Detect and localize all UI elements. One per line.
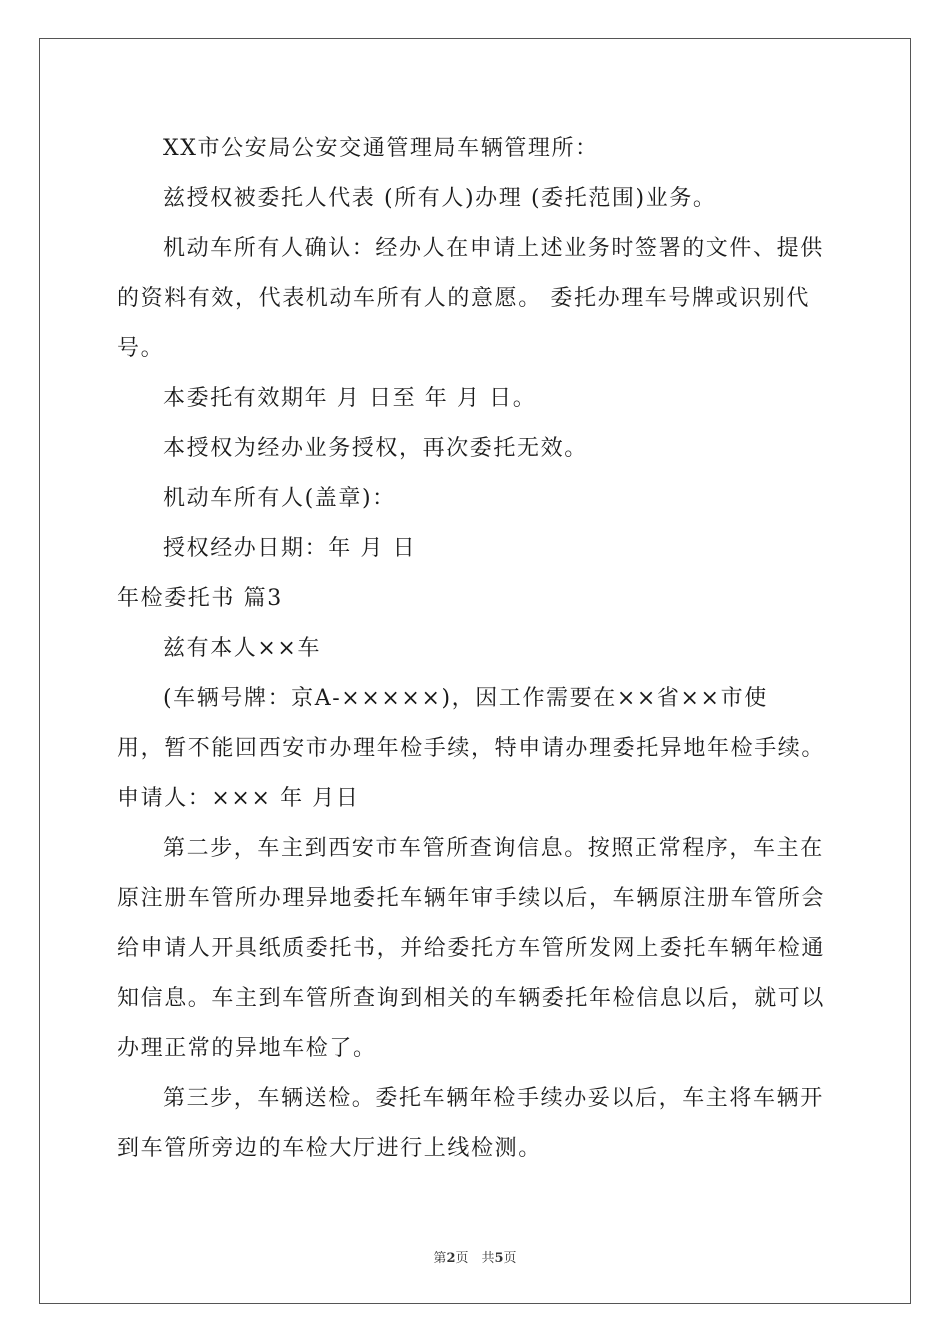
page-border bbox=[39, 38, 911, 1304]
text-line-owner-seal: 机动车所有人(盖章)： bbox=[163, 486, 396, 511]
text-line-reason: 用，暂不能回西安市办理年检手续，特申请办理委托异地年检手续。 bbox=[117, 736, 826, 761]
text-line-addressee: XX市公安局公安交通管理局车辆管理所： bbox=[163, 136, 599, 161]
text-line-scope-note: 本授权为经办业务授权，再次委托无效。 bbox=[163, 436, 588, 461]
text-line-authorization: 兹授权被委托人代表 (所有人)办理 (委托范围)业务。 bbox=[163, 186, 717, 211]
text-line-owner-confirm-1: 机动车所有人确认：经办人在申请上述业务时签署的文件、提供 bbox=[163, 236, 824, 261]
text-line-auth-date: 授权经办日期：年 月 日 bbox=[163, 536, 417, 561]
text-line-step2-5: 办理正常的异地车检了。 bbox=[117, 1036, 377, 1061]
text-line-step2-3: 给申请人开具纸质委托书，并给委托方车管所发网上委托车辆年检通 bbox=[117, 936, 826, 961]
text-line-plate: (车辆号牌：京A-×××××)，因工作需要在××省××市使 bbox=[163, 686, 768, 711]
text-line-step2-1: 第二步，车主到西安市车管所查询信息。按照正常程序，车主在 bbox=[163, 836, 824, 861]
footer-total-pages: 5 bbox=[494, 1251, 504, 1266]
text-line-vehicle: 兹有本人××车 bbox=[163, 636, 322, 661]
footer-current-page: 2 bbox=[446, 1251, 456, 1266]
text-line-step3-2: 到车管所旁边的车检大厅进行上线检测。 bbox=[117, 1136, 542, 1161]
text-line-step2-4: 知信息。车主到车管所查询到相关的车辆委托年检信息以后，就可以 bbox=[117, 986, 826, 1011]
text-line-validity: 本委托有效期年 月 日至 年 月 日。 bbox=[163, 386, 537, 411]
text-line-step2-2: 原注册车管所办理异地委托车辆年审手续以后，车辆原注册车管所会 bbox=[117, 886, 826, 911]
footer-mid: 页 共 bbox=[455, 1251, 495, 1266]
text-line-owner-confirm-2: 的资料有效，代表机动车所有人的意愿。 委托办理车号牌或识别代 bbox=[117, 286, 810, 311]
page-footer bbox=[0, 1247, 950, 1266]
text-line-owner-confirm-3: 号。 bbox=[117, 336, 165, 361]
footer-prefix: 第 bbox=[433, 1251, 447, 1266]
section-heading: 年检委托书 篇3 bbox=[117, 586, 283, 611]
text-line-applicant: 申请人：××× 年 月日 bbox=[117, 786, 360, 811]
text-line-step3-1: 第三步，车辆送检。委托车辆年检手续办妥以后，车主将车辆开 bbox=[163, 1086, 824, 1111]
footer-suffix: 页 bbox=[503, 1251, 517, 1266]
